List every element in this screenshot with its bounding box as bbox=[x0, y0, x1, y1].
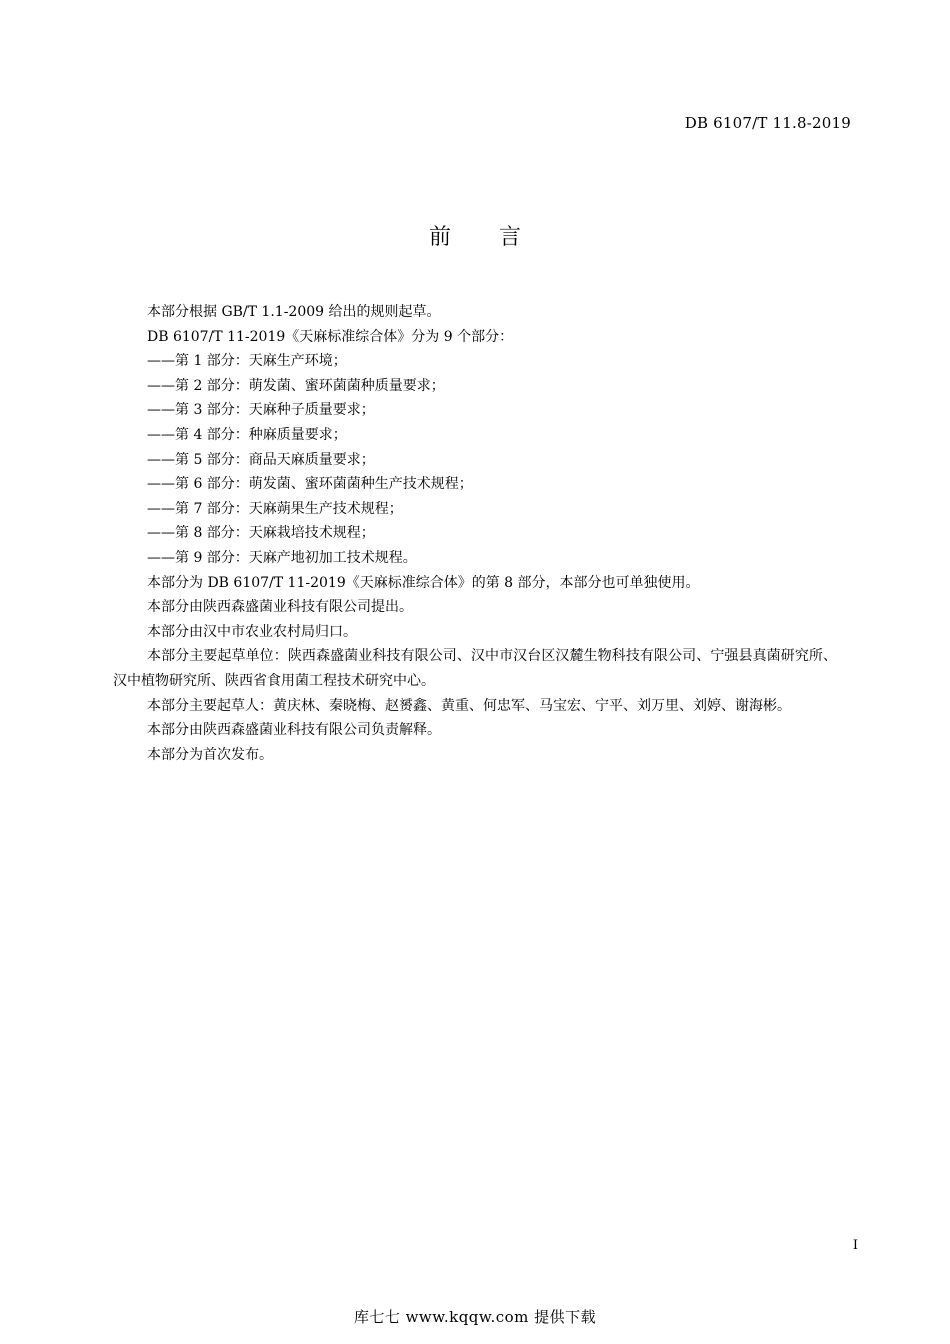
page-title: 前言 bbox=[428, 225, 569, 250]
paragraph-parts-intro: DB 6107/T 11-2019《天麻标准综合体》分为 9 个部分： bbox=[147, 328, 514, 345]
list-item-part-5: ——第 5 部分：商品天麻质量要求； bbox=[147, 451, 375, 468]
page-number: I bbox=[852, 1238, 858, 1253]
list-item-part-1: ——第 1 部分：天麻生产环境； bbox=[147, 353, 347, 370]
list-item-part-4: ——第 4 部分：种麻质量要求； bbox=[147, 426, 347, 443]
paragraph-drafting-units: 本部分主要起草单位：陕西森盛菌业科技有限公司、汉中市汉台区汉麓生物科技有限公司、宁强县真菌研究所、汉中植物研究所、陕西省食用菌工程技术研究中心。 bbox=[113, 648, 837, 689]
paragraph-this-part: 本部分为 DB 6107/T 11-2019《天麻标准综合体》的第 8 部分，本部分也可单独使用。 bbox=[147, 574, 700, 591]
list-item-part-6: ——第 6 部分：萌发菌、蜜环菌菌种生产技术规程； bbox=[147, 476, 473, 493]
paragraph-drafting-rules: 本部分根据 GB/T 1.1-2009 给出的规则起草。 bbox=[147, 304, 441, 320]
paragraph-proposed-by: 本部分由陕西森盛菌业科技有限公司提出。 bbox=[147, 599, 413, 616]
list-item-part-8: ——第 8 部分：天麻栽培技术规程； bbox=[147, 525, 375, 542]
paragraph-first-release: 本部分为首次发布。 bbox=[147, 746, 273, 763]
download-footer: 库七七 www.kqqw.com 提供下载 bbox=[353, 1308, 597, 1326]
document-code: DB 6107/T 11.8-2019 bbox=[684, 114, 851, 132]
paragraph-drafters: 本部分主要起草人：黄庆林、秦晓梅、赵赟鑫、黄重、何忠军、马宝宏、宁平、刘万里、刘婷、谢海彬。 bbox=[147, 697, 791, 714]
list-item-part-2: ——第 2 部分：萌发菌、蜜环菌菌种质量要求； bbox=[147, 377, 445, 394]
paragraph-centralized-by: 本部分由汉中市农业农村局归口。 bbox=[147, 623, 357, 640]
paragraph-interpretation: 本部分由陕西森盛菌业科技有限公司负责解释。 bbox=[147, 722, 441, 739]
list-item-part-3: ——第 3 部分：天麻种子质量要求； bbox=[147, 402, 375, 419]
list-item-part-7: ——第 7 部分：天麻蒴果生产技术规程； bbox=[147, 500, 403, 517]
foreword-body bbox=[113, 300, 837, 767]
list-item-part-9: ——第 9 部分：天麻产地初加工技术规程。 bbox=[147, 549, 417, 566]
